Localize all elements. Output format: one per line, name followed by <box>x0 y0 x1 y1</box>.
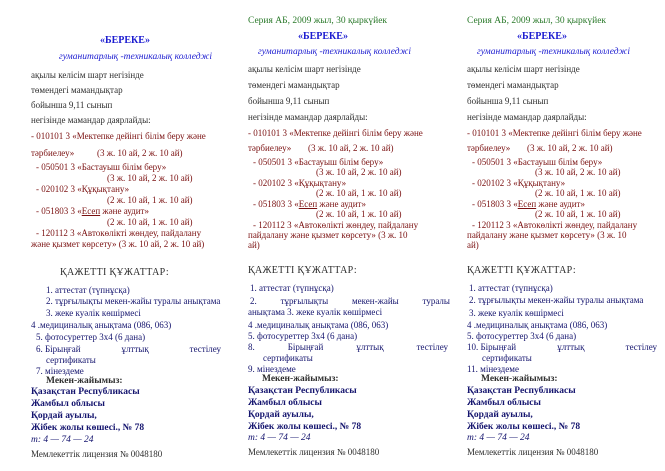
document-item-continued: сертификаты <box>46 355 96 365</box>
document-item: 2. тұрғылықты мекен-жайы туралы <box>250 296 450 306</box>
document-item: 7. мінездеме <box>36 366 84 376</box>
specialty-line: пайдалану және қызмет көрсету» (3 ж. 10 <box>467 230 627 240</box>
specialty-duration: (2 ж. 10 ай, 1 ж. 10 ай) <box>107 195 193 205</box>
brand-title: «БЕРЕКЕ» <box>517 31 567 42</box>
specialty-line: - 010101 3 «Мектепке дейінгі білім беру және <box>467 128 642 138</box>
address-phone: т: 4 — 74 — 24 <box>248 433 311 443</box>
address-village: Қордай ауылы, <box>467 410 533 420</box>
document-item: 1. аттестат (түпнұсқа) <box>469 283 553 293</box>
specialty-line: - 120112 3 «Автокөлікті жөндеу, пайдалану <box>253 220 419 230</box>
intro-line: негізінде мамандар даярлайды: <box>467 112 587 122</box>
documents-title: ҚАЖЕТТІ ҚҰЖАТТАР: <box>248 265 357 276</box>
address-country: Қазақстан Республикасы <box>248 386 357 396</box>
document-item: 1. аттестат (түпнұсқа) <box>46 285 130 295</box>
series-line: Серия АБ, 2009 жыл, 30 қыркүйек <box>248 16 388 26</box>
specialty-line: - 010101 3 «Мектепке дейінгі білім беру және <box>248 128 423 138</box>
intro-line: төмендегі мамандықтар <box>31 85 123 95</box>
address-region: Жамбыл облысы <box>31 399 105 409</box>
intro-line: бойынша 9,11 сынып <box>31 100 113 110</box>
intro-line: төмендегі мамандықтар <box>248 80 340 90</box>
specialty-line: ай) <box>467 240 479 250</box>
address-region: Жамбыл облысы <box>248 398 322 408</box>
document-item: 2. тұрғылықты мекен-жайы туралы анықтама <box>469 295 644 305</box>
document-item: 6. Бірыңғай ұлттық тестілеу <box>36 344 221 354</box>
specialty-line: - 120112 3 «Автокөлікті жөндеу, пайдалану <box>472 220 638 230</box>
specialty-line: - 050501 3 «Бастауыш білім беру» <box>36 162 167 172</box>
intro-line: негізінде мамандар даярлайды: <box>248 112 368 122</box>
address-village: Қордай ауылы, <box>31 411 97 421</box>
specialty-line: және қызмет көрсету» (3 ж. 10 ай, 2 ж. 10 ай) <box>31 239 205 249</box>
address-title: Мекен-жайымыз: <box>481 374 558 384</box>
document-item: 4 .медициналық анықтама (086, 063) <box>248 320 389 330</box>
document-item: 3. жеке куәлік көшірмесі <box>469 308 564 318</box>
document-item: 11. мінездеме <box>467 364 519 374</box>
specialty-line: ай) <box>248 240 260 250</box>
specialty-duration: (2 ж. 10 ай, 1 ж. 10 ай) <box>535 209 621 219</box>
brand-title: «БЕРЕКЕ» <box>298 31 348 42</box>
specialty-duration: (3 ж. 10 ай, 2 ж. 10 ай) <box>107 173 193 183</box>
document-item-continued: анықтама 3. жеке куәлік көшірмесі <box>248 307 383 317</box>
document-item: 9. мінездеме <box>248 364 296 374</box>
documents-title: ҚАЖЕТТІ ҚҰЖАТТАР: <box>60 267 169 278</box>
specialty-line: - 010101 3 «Мектепке дейінгі білім беру және <box>31 131 206 141</box>
intro-line: ақылы келісім шарт негізінде <box>467 64 580 74</box>
address-street: Жібек жолы көшесі., № 78 <box>31 423 145 433</box>
specialty-line: пайдалану және қызмет көрсету» (3 ж. 10 <box>248 230 408 240</box>
license-number: Мемлекеттік лицензия № 0048180 <box>31 449 163 459</box>
document-item: 10. Бірыңғай ұлттық тестілеу <box>467 342 657 352</box>
specialty-line: - 020102 3 «Құқықтану» <box>253 178 347 188</box>
college-name: гуманитарлық -техникалық колледжі <box>59 52 212 62</box>
specialty-line: тәрбиелеу» <box>467 143 511 153</box>
document-item-continued: сертификаты <box>263 353 313 363</box>
address-title: Мекен-жайымыз: <box>46 376 123 386</box>
document-item: 5. фотосуреттер 3х4 (6 дана) <box>248 331 358 341</box>
address-title: Мекен-жайымыз: <box>262 374 339 384</box>
address-country: Қазақстан Республикасы <box>467 386 576 396</box>
license-number: Мемлекеттік лицензия № 0048180 <box>467 447 599 457</box>
documents-title: ҚАЖЕТТІ ҚҰЖАТТАР: <box>467 265 576 276</box>
address-phone: т: 4 — 74 — 24 <box>31 435 94 445</box>
specialty-duration: (3 ж. 10 ай, 2 ж. 10 ай) <box>97 148 183 158</box>
specialty-line: - 020102 3 «Құқықтану» <box>36 184 130 194</box>
brochure-column-2 <box>248 0 453 471</box>
specialty-duration: (3 ж. 10 ай, 2 ж. 10 ай) <box>535 167 621 177</box>
intro-line: бойынша 9,11 сынып <box>467 96 549 106</box>
specialty-duration: (2 ж. 10 ай, 1 ж. 10 ай) <box>535 188 621 198</box>
college-name: гуманитарлық -техникалық колледжі <box>258 47 411 57</box>
address-country: Қазақстан Республикасы <box>31 387 140 397</box>
intro-line: негізінде мамандар даярлайды: <box>31 115 151 125</box>
specialty-duration: (2 ж. 10 ай, 1 ж. 10 ай) <box>316 188 402 198</box>
specialty-duration: (3 ж. 10 ай, 2 ж. 10 ай) <box>527 143 613 153</box>
address-street: Жібек жолы көшесі., № 78 <box>248 422 362 432</box>
brochure-column-3 <box>467 0 665 471</box>
document-item: 3. жеке куәлік көшірмесі <box>46 308 141 318</box>
intro-line: ақылы келісім шарт негізінде <box>31 70 144 80</box>
document-item-continued: сертификаты <box>482 353 532 363</box>
brochure-column-1 <box>31 0 236 471</box>
specialty-line: тәрбиелеу» <box>248 143 292 153</box>
address-region: Жамбыл облысы <box>467 398 541 408</box>
brand-title: «БЕРЕКЕ» <box>100 35 150 46</box>
specialty-duration: (3 ж. 10 ай, 2 ж. 10 ай) <box>308 143 394 153</box>
specialty-duration: (2 ж. 10 ай, 1 ж. 10 ай) <box>107 217 193 227</box>
specialty-duration: (3 ж. 10 ай, 2 ж. 10 ай) <box>316 167 402 177</box>
document-item: 4 .медициналық анықтама (086, 063) <box>31 320 172 330</box>
specialty-line: тәрбиелеу» <box>31 148 75 158</box>
specialty-line: - 020102 3 «Құқықтану» <box>472 178 566 188</box>
specialty-line: - 051803 3 «Есеп және аудит» <box>36 206 149 216</box>
intro-line: төмендегі мамандықтар <box>467 80 559 90</box>
document-item: 5. фотосуреттер 3х4 (6 дана) <box>36 332 146 342</box>
document-item: 8. Бірыңғай ұлттық тестілеу <box>248 342 448 352</box>
address-phone: т: 4 — 74 — 24 <box>467 433 530 443</box>
specialty-line: - 051803 3 «Есеп және аудит» <box>472 199 585 209</box>
document-item: 1. аттестат (түпнұсқа) <box>250 283 334 293</box>
license-number: Мемлекеттік лицензия № 0048180 <box>248 447 380 457</box>
document-item: 5. фотосуреттер 3х4 (6 дана) <box>467 331 577 341</box>
document-item: 2. тұрғылықты мекен-жайы туралы анықтама <box>46 296 221 306</box>
document-item: 4 .медициналық анықтама (086, 063) <box>467 320 608 330</box>
address-village: Қордай ауылы, <box>248 410 314 420</box>
specialty-line: - 050501 3 «Бастауыш білім беру» <box>253 157 384 167</box>
series-line: Серия АБ, 2009 жыл, 30 қыркүйек <box>467 16 607 26</box>
address-street: Жібек жолы көшесі., № 78 <box>467 422 581 432</box>
specialty-duration: (2 ж. 10 ай, 1 ж. 10 ай) <box>316 209 402 219</box>
intro-line: бойынша 9,11 сынып <box>248 96 330 106</box>
college-name: гуманитарлық -техникалық колледжі <box>477 47 630 57</box>
intro-line: ақылы келісім шарт негізінде <box>248 64 361 74</box>
specialty-line: - 051803 3 «Есеп және аудит» <box>253 199 366 209</box>
specialty-line: - 050501 3 «Бастауыш білім беру» <box>472 157 603 167</box>
specialty-line: - 120112 3 «Автокөлікті жөндеу, пайдалану <box>36 228 202 238</box>
